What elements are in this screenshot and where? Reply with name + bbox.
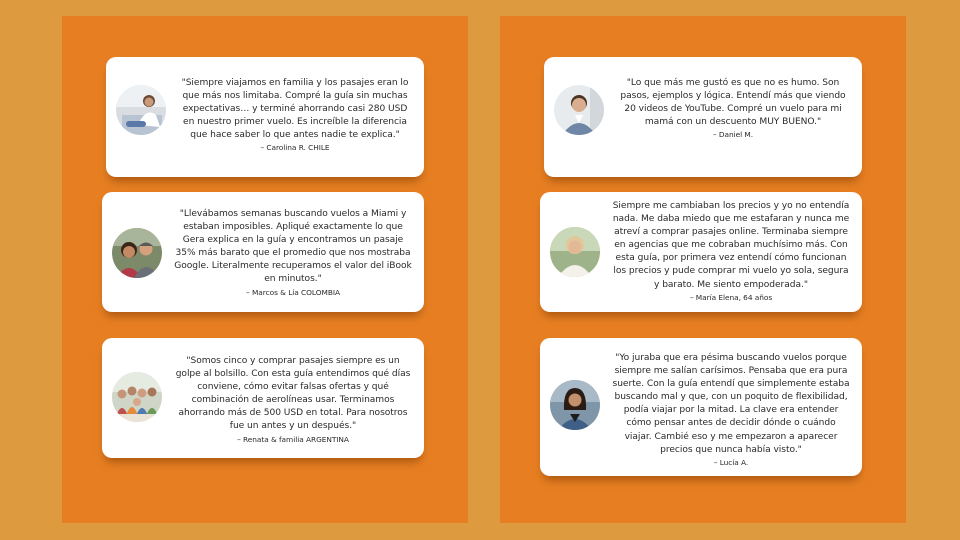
quote-line: expectativas… y terminé ahorrando casi 280 USD [182,104,408,115]
quote-line: siempre me salían carísimos. Pensaba que era pura [614,366,848,377]
quote-line: estaban imposibles. Apliqué exactamente lo que [183,222,403,233]
testimonial-card [102,192,424,312]
man-portrait-photo [554,85,604,135]
quote-line: en minutos." [264,274,322,285]
quote-line: viajar. Cambié eso y me empezaron a aparecer [624,431,838,442]
quote-line: 20 videos de YouTube. Compré un vuelo para mi [624,104,842,115]
quote-line: que más nos limitaba. Compré la guía sin muchas [182,91,408,102]
quote-line: mamá con un descuento MUY BUENO." [644,117,822,128]
testimonials-panel-left [62,16,468,523]
quote-line: Gera explica en la guía y encontramos un pasaje [182,235,404,246]
quote-line: que hace saber lo que antes nadie te explica." [190,130,400,141]
quote-line: conviene, cómo evitar falsas ofertas y qué [197,382,389,393]
testimonial-author: – Renata & familia ARGENTINA [237,434,349,444]
testimonial-author: – Marcos & Lía COLOMBIA [246,287,340,297]
quote-line: los precios y pude comprar mi vuelo yo sola, segura [613,266,849,277]
testimonial-author: – Lucía A. [713,457,749,467]
testimonial-card [540,192,862,312]
quote-line: pasos, ejemplos y lógica. Entendí más que viendo [620,91,846,102]
quote-line: "Lo que más me gustó es que no es humo. Son [626,78,840,88]
quote-line: "Somos cinco y comprar pasajes siempre es un [186,356,400,366]
testimonial-card [544,57,862,177]
quote-line: "Yo juraba que era pésima buscando vuelos porque [615,353,847,363]
couple-photo [112,228,162,278]
quote-line: "Siempre viajamos en familia y los pasajes eran lo [181,78,409,88]
quote-line: golpe al bolsillo. Con esta guía entendimos qué días [175,369,411,380]
woman-sitting-photo [116,85,166,135]
testimonial-card [540,338,862,476]
testimonial-card [102,338,424,458]
quote-line: Siempre me cambiaban los precios y yo no entendía [612,201,850,211]
quote-line: Google. Literalmente recuperamos el valor del iBook [174,261,412,272]
quote-line: nada. Me daba miedo que me estafaran y nunca me [612,214,850,225]
quote-line: precios que nunca había visto." [660,444,802,455]
quote-line: atreví a comprar pasajes online. Terminaba siempre [614,227,848,238]
quote-line: ahorrando más de 500 USD en total. Para nosotros [178,408,408,419]
testimonial-author: – Carolina R. CHILE [260,143,330,153]
family-photo [112,372,162,422]
quote-line: podía viajar por la mitad. La clave era entender [623,405,839,416]
quote-line: buscando mal y que, con un poquito de flexibilidad, [614,392,848,403]
quote-line: fue un antes y un después." [229,421,357,432]
older-woman-photo [550,227,600,277]
quote-line: suerte. Con la guía entendí que simplemente estaba [612,379,850,390]
testimonial-author: – María Elena, 64 años [689,292,773,302]
young-woman-photo [550,380,600,430]
quote-line: esta guía, por primera vez entendí cómo funcionan [615,253,847,264]
quote-line: "Llevábamos semanas buscando vuelos a Miami y [179,209,407,219]
testimonial-card [106,57,424,177]
quote-line: y barato. Me siento empoderada." [654,279,808,290]
quote-line: en nuestro primer vuelo. Es increíble la diferencia [183,117,407,128]
quote-line: 35% más barato que el promedio que nos mostraba [175,248,411,259]
testimonials-panel-right [500,16,906,523]
quote-line: en agencias que me cobraban muchísimo más. Con [614,240,848,251]
quote-line: combinación de aerolíneas usar. Terminamos [191,395,395,406]
testimonial-author: – Daniel M. [712,130,754,140]
quote-line: cómo pensar antes de decidir dónde o cuándo [626,418,836,429]
